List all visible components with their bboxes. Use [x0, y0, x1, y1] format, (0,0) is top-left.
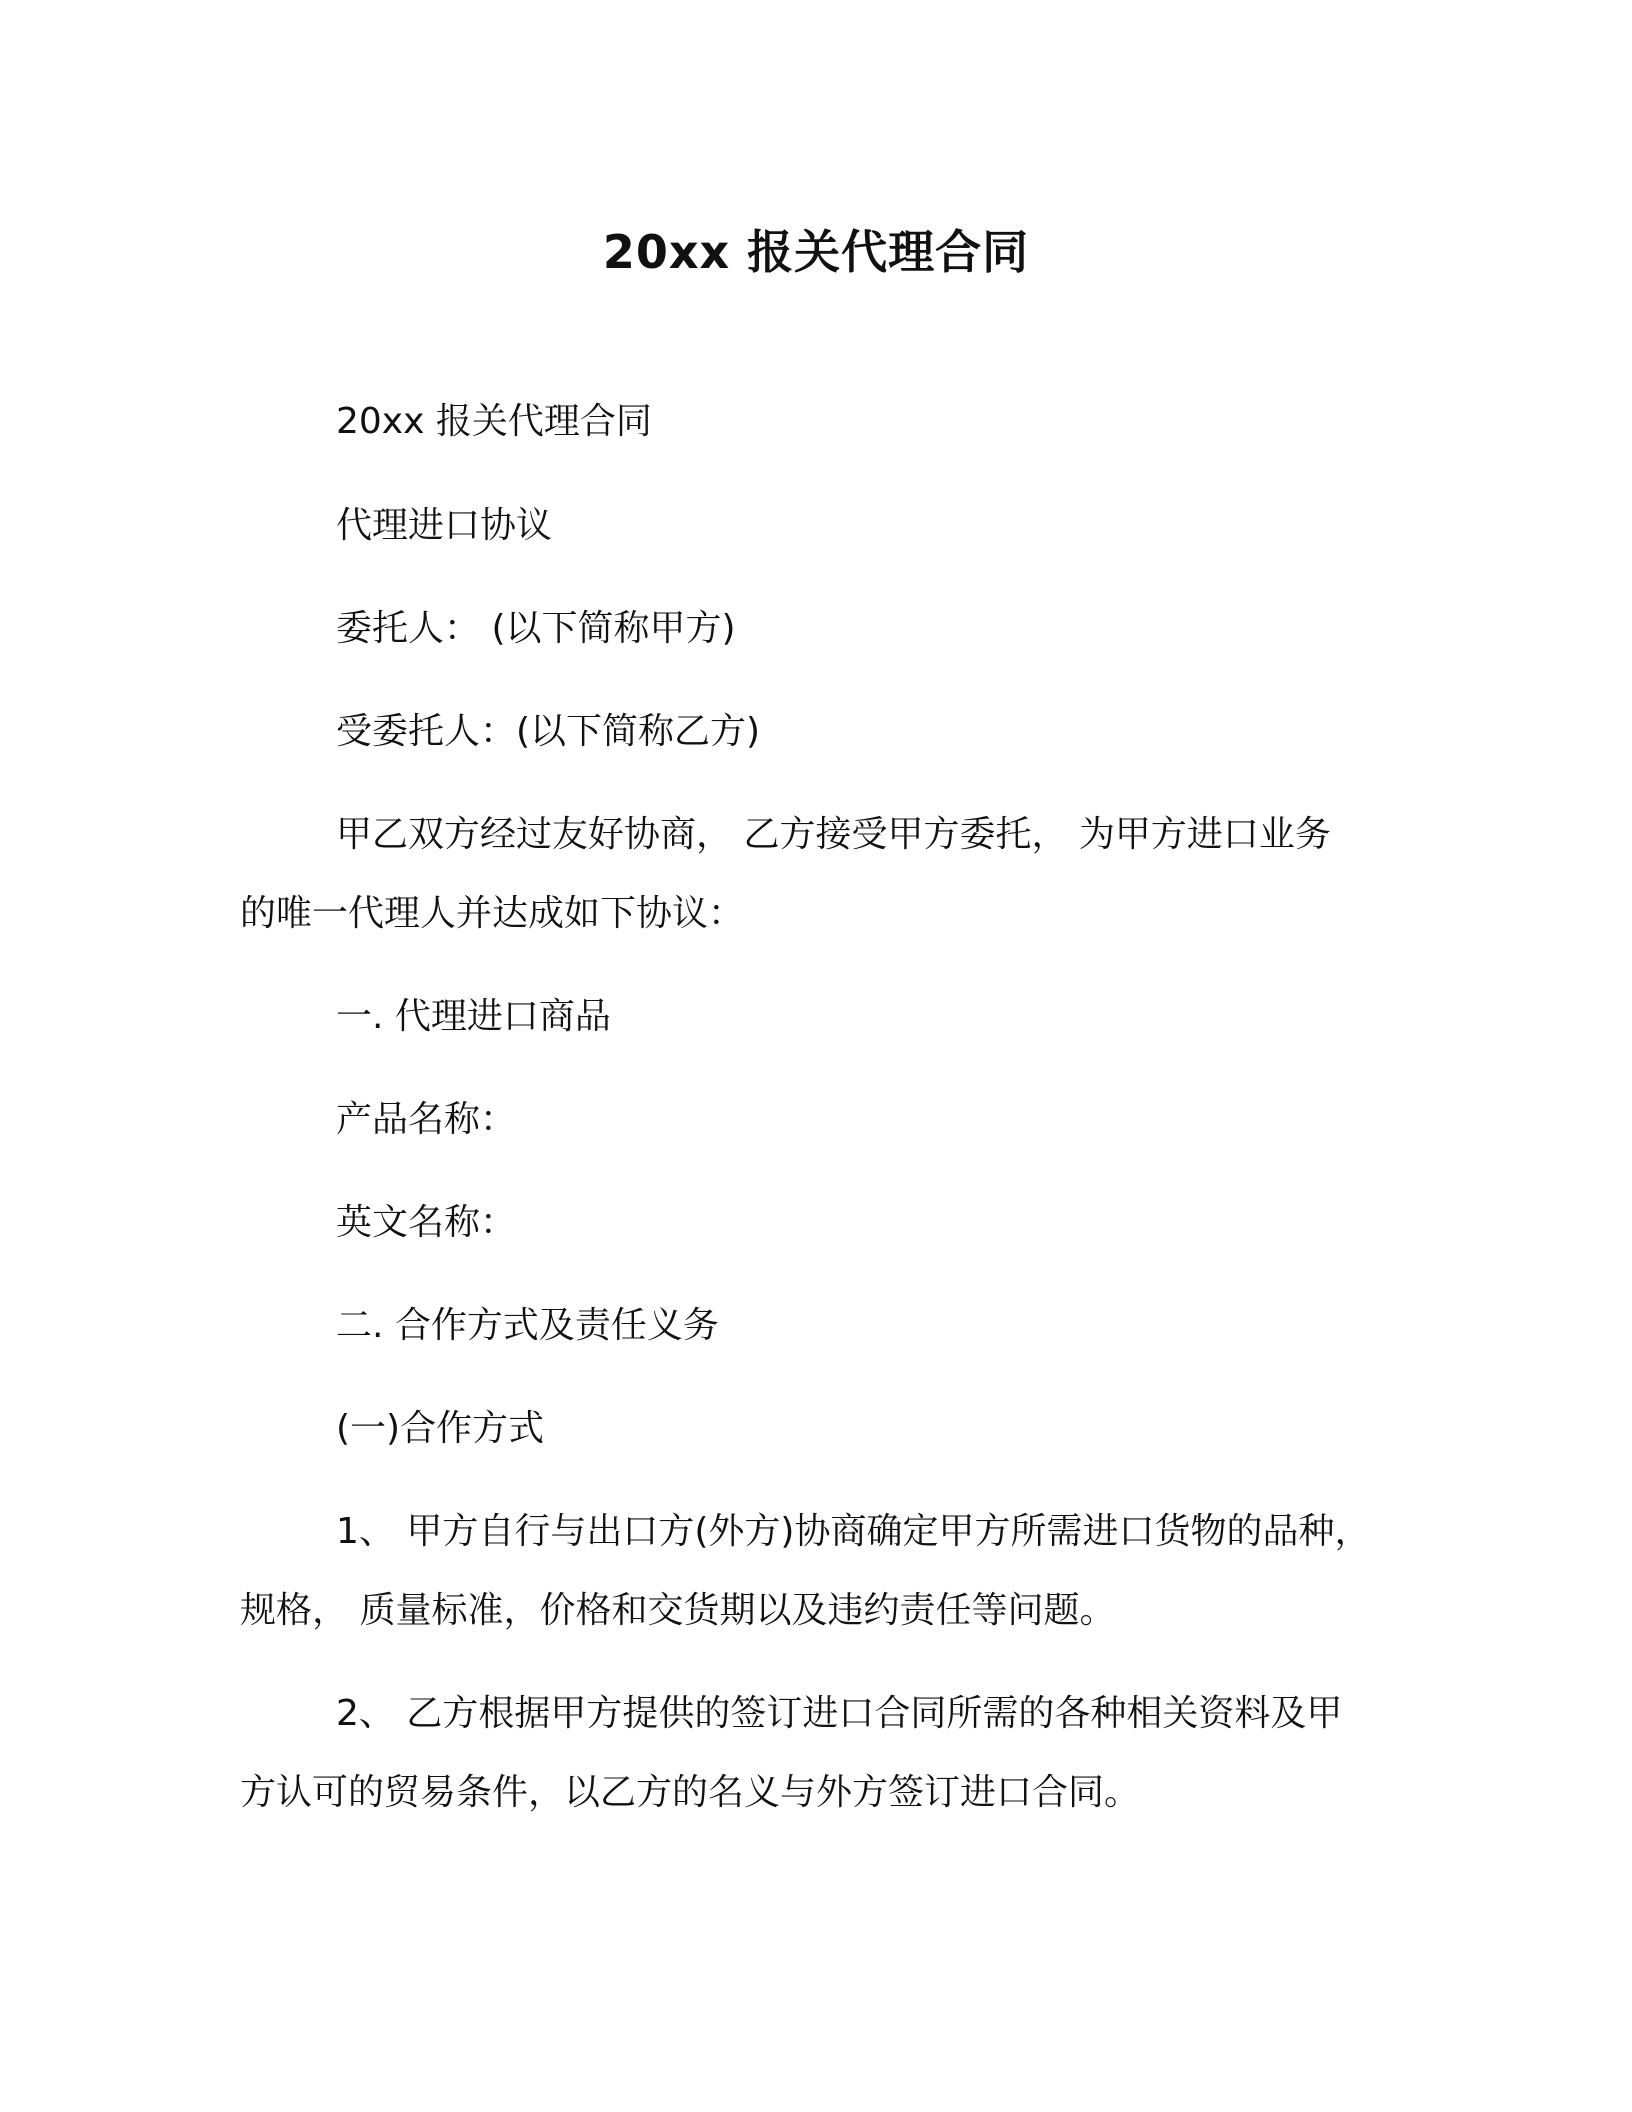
clause-2-line-2: 方认可的贸易条件，以乙方的名义与外方签订进口合同。 — [240, 1772, 1141, 1813]
section-heading-1: 一. 代理进口商品 — [336, 996, 611, 1037]
paragraph-intro-line-2: 的唯一代理人并达成如下协议： — [240, 893, 745, 934]
document-title: 20xx 报关代理合同 — [602, 225, 1030, 279]
paragraph-intro-line-1: 甲乙双方经过友好协商， 乙方接受甲方委托， 为甲方进口业务 — [336, 814, 1331, 855]
paragraph-contract-title: 20xx 报关代理合同 — [336, 401, 652, 442]
subsection-heading-1: (一)合作方式 — [336, 1408, 545, 1449]
paragraph-agreement-title: 代理进口协议 — [336, 505, 553, 546]
paragraph-principal: 委托人： (以下简称甲方) — [336, 608, 736, 649]
clause-2-line-1: 2、 乙方根据甲方提供的签订进口合同所需的各种相关资料及甲 — [336, 1693, 1343, 1734]
section-heading-2: 二. 合作方式及责任义务 — [336, 1305, 719, 1346]
field-product-name: 产品名称： — [336, 1099, 517, 1140]
clause-1-line-1: 1、 甲方自行与出口方(外方)协商确定甲方所需进口货物的品种， — [336, 1511, 1371, 1552]
paragraph-agent: 受委托人：(以下简称乙方) — [336, 711, 761, 752]
clause-1-line-2: 规格， 质量标准，价格和交货期以及违约责任等问题。 — [240, 1590, 1116, 1631]
field-english-name: 英文名称： — [336, 1202, 517, 1243]
